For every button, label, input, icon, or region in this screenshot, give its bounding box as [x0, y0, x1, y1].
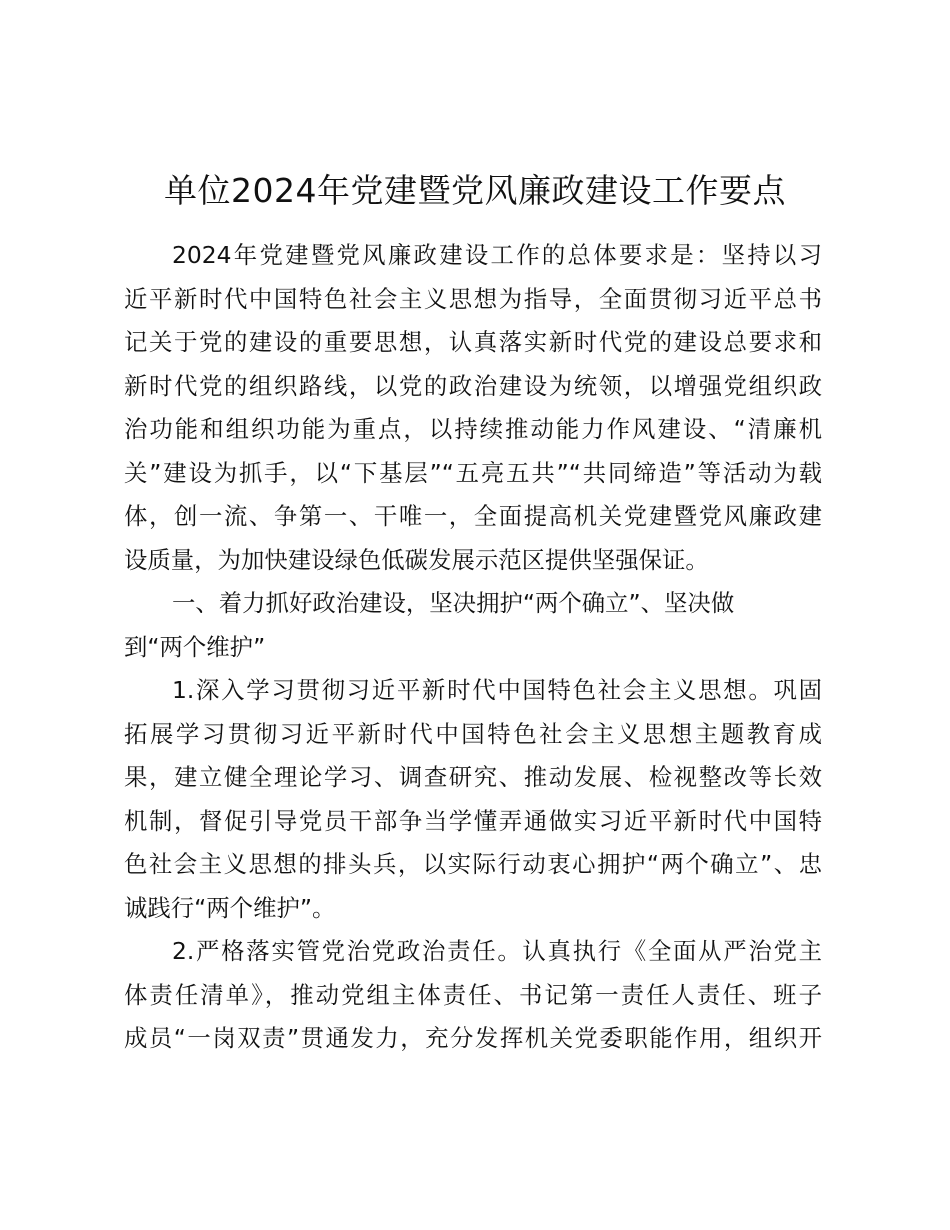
text-line: 设质量，为加快建设绿色低碳发展示范区提供坚强保证。 — [124, 545, 709, 574]
text-line: 机制，督促引导党员干部争当学懂弄通做实习近平新时代中国特 — [124, 806, 822, 835]
text-line: 一、着力抓好政治建设，坚决拥护“两个确立”、坚决做 — [172, 589, 735, 617]
text-line: 果，建立健全理论学习、调查研究、推动发展、检视整改等长效 — [124, 763, 822, 791]
section-heading — [124, 582, 822, 669]
text-line: 色社会主义思想的排头兵，以实际行动衷心拥护“两个确立”、忠 — [124, 850, 822, 878]
text-line: 1.深入学习贯彻习近平新时代中国特色社会主义思想。巩固 — [172, 676, 822, 704]
text-line: 2.严格落实管党治党政治责任。认真执行《全面从严治党主 — [172, 937, 822, 965]
text-line: 近平新时代中国特色社会主义思想为指导，全面贯彻习近平总书 — [124, 284, 822, 313]
text-line: 2024年党建暨党风廉政建设工作的总体要求是：坚持以习 — [172, 241, 822, 269]
text-line: 体，创一流、争第一、干唯一，全面提高机关党建暨党风廉政建 — [124, 502, 822, 530]
document-title: 单位2024年党建暨党风廉政建设工作要点 — [164, 171, 786, 210]
text-line: 体责任清单》，推动党组主体责任、书记第一责任人责任、班子 — [124, 980, 822, 1009]
text-line: 成员“一岗双责”贯通发力，充分发挥机关党委职能作用，组织开 — [124, 1024, 822, 1052]
text-line: 拓展学习贯彻习近平新时代中国特色社会主义思想主题教育成 — [124, 719, 822, 748]
text-line: 新时代党的组织路线，以党的政治建设为统领，以增强党组织政 — [124, 371, 822, 400]
text-line: 到“两个维护” — [124, 632, 266, 661]
text-line: 诚践行“两个维护”。 — [124, 893, 336, 922]
text-line: 关”建设为抓手，以“下基层”“五亮五共”“共同缔造”等活动为载 — [124, 458, 822, 487]
document-body — [124, 234, 822, 1061]
text-line: 治功能和组织功能为重点，以持续推动能力作风建设、“清廉机 — [124, 415, 822, 443]
intro-paragraph — [124, 234, 822, 582]
item-paragraph — [124, 930, 822, 1061]
text-line: 记关于党的建设的重要思想，认真落实新时代党的建设总要求和 — [124, 328, 822, 356]
item-paragraph — [124, 669, 822, 930]
